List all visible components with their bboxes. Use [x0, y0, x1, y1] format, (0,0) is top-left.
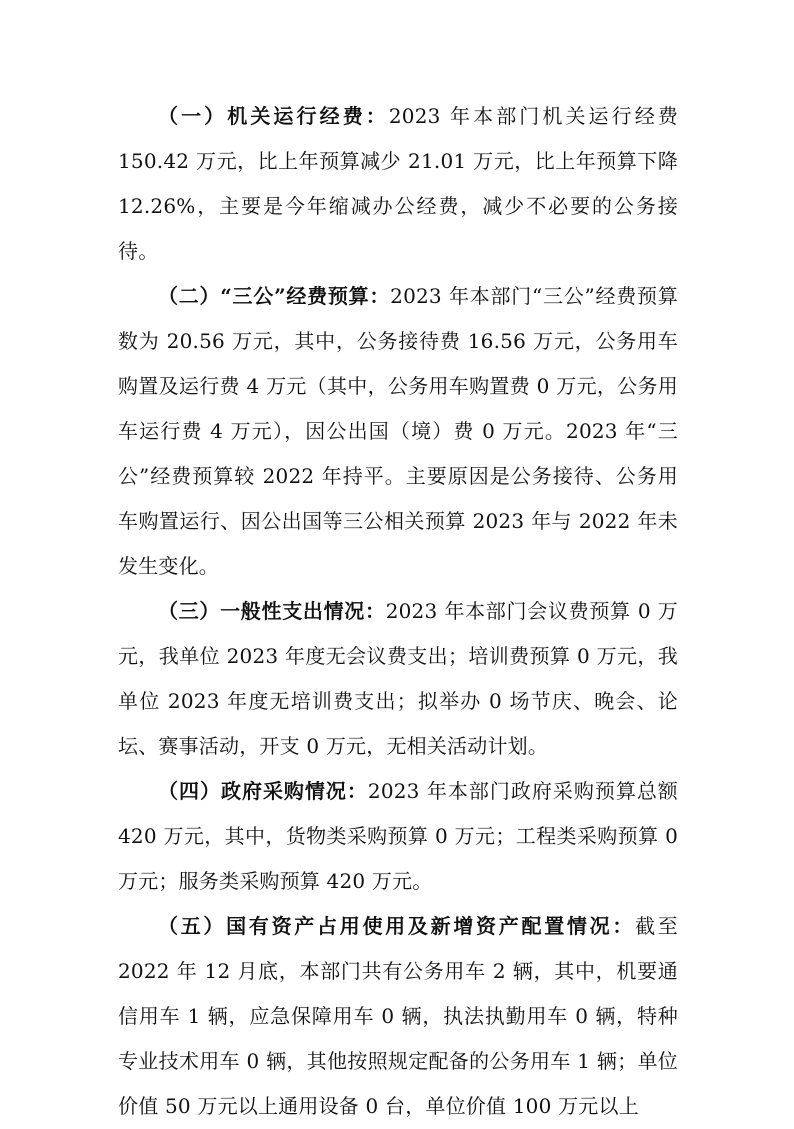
section-heading: （三）一般性支出情况：: [158, 599, 386, 623]
section-body: 2023 年本部门会议费预算 0 万元，我单位 2023 年度无会议费支出；培训费预算 0 万元，我单位 2023 年度无培训费支出；拟举办 0 场节庆、晚会、论坛、赛事活动，开支 0 万元，无相关活动计划。: [118, 599, 678, 758]
section-general-expenditure: [118, 589, 678, 769]
section-government-procurement: [118, 769, 678, 904]
section-heading: （一）机关运行经费：: [158, 104, 389, 128]
section-state-assets: [118, 904, 678, 1129]
section-three-public-expenses: [118, 274, 678, 589]
section-heading: （五）国有资产占用使用及新增资产配置情况：: [158, 914, 636, 938]
section-heading: （四）政府采购情况：: [158, 779, 368, 803]
section-body: 2023 年本部门“三公”经费预算数为 20.56 万元，其中，公务接待费 16.56 万元，公务用车购置及运行费 4 万元（其中，公务用车购置费 0 万元，公务用车运行费 4 万元），因公出国（境）费 0 万元。2023 年“三公”经费预算较 2022 年持平。主要原因是公务接待、公务用车购置运行、因公出国等三公相关预算 2023 年与 2022 年未发生变化。: [118, 284, 678, 578]
document-page: [118, 94, 678, 1129]
section-body: 2023 年本部门机关运行经费 150.42 万元，比上年预算减少 21.01 万元，比上年预算下降 12.26%，主要是今年缩减办公经费，减少不必要的公务接待。: [118, 104, 678, 263]
section-body: 2023 年本部门政府采购预算总额 420 万元，其中，货物类采购预算 0 万元；工程类采购预算 0 万元；服务类采购预算 420 万元。: [118, 779, 679, 893]
section-heading: （二）“三公”经费预算：: [158, 284, 391, 308]
section-body: 截至 2022 年 12 月底，本部门共有公务用车 2 辆，其中，机要通信用车 1 辆，应急保障用车 0 辆，执法执勤用车 0 辆，特种专业技术用车 0 辆，其他按照规定配备的公务用车 1 辆；单位价值 50 万元以上通用设备 0 台，单位价值 100 万元以上: [118, 914, 678, 1118]
section-operating-expenses: [118, 94, 678, 274]
